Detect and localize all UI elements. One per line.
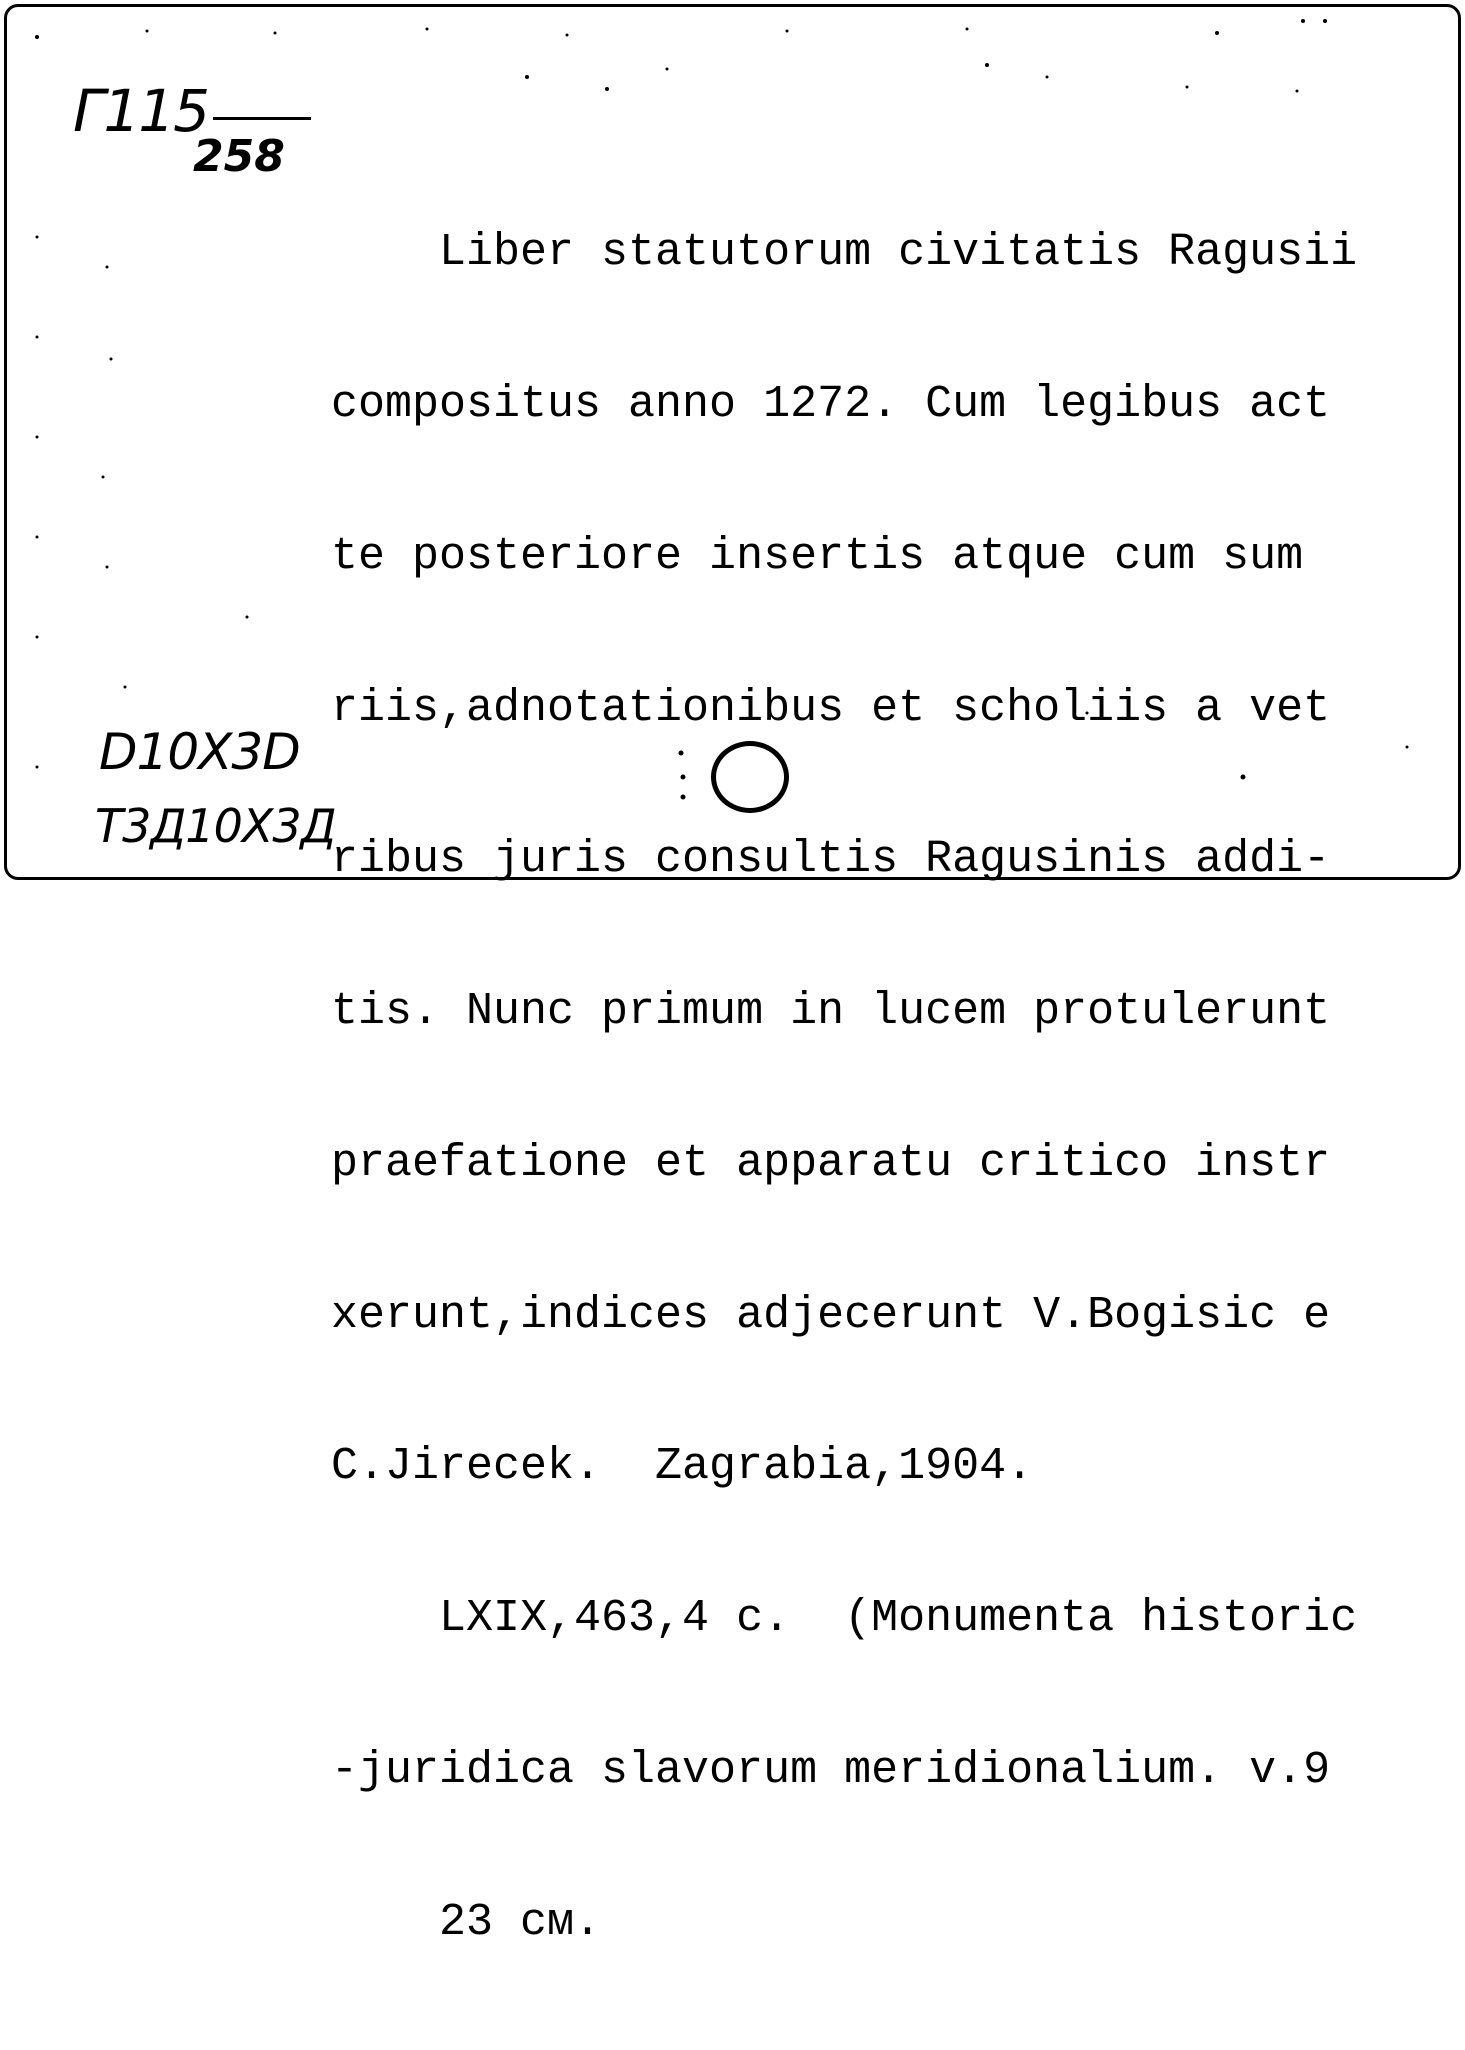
entry-line: tis. Nunc primum in lucem protulerunt — [331, 986, 1331, 1038]
entry-line: LXIX,463,4 c. (Monumenta historic — [331, 1593, 1358, 1645]
bibliographic-entry — [331, 127, 1465, 2050]
entry-line: praefatione et apparatu critico instr — [331, 1137, 1331, 1189]
entry-line: compositus anno 1272. Cum legibus act — [331, 378, 1331, 430]
catalog-card — [4, 4, 1461, 1948]
entry-line: xerunt,indices adjecerunt V.Bogisic e — [331, 1289, 1331, 1341]
call-number-bottom: 258 — [193, 131, 285, 182]
shelf-mark-2: T3Д10X3Д — [95, 799, 336, 853]
entry-line: C.Jirecek. Zagrabia,1904. — [331, 1441, 1034, 1493]
entry-line: Liber statutorum civitatis Ragusii — [331, 227, 1358, 279]
call-number-top: Г115 — [73, 77, 209, 145]
entry-line: riis,adnotationibus et scholiis a vet — [331, 682, 1331, 734]
entry-line: 23 см. — [331, 1896, 602, 1948]
shelf-mark-1: D10X3D — [99, 723, 300, 781]
call-number-divider — [213, 117, 311, 120]
entry-line: -juridica slavorum meridionalium. v.9 — [331, 1745, 1331, 1796]
entry-line: te posteriore insertis atque cum sum — [331, 530, 1304, 582]
entry-line: ribus juris consultis Ragusinis addi- — [331, 834, 1331, 886]
punch-hole-icon — [711, 741, 789, 813]
